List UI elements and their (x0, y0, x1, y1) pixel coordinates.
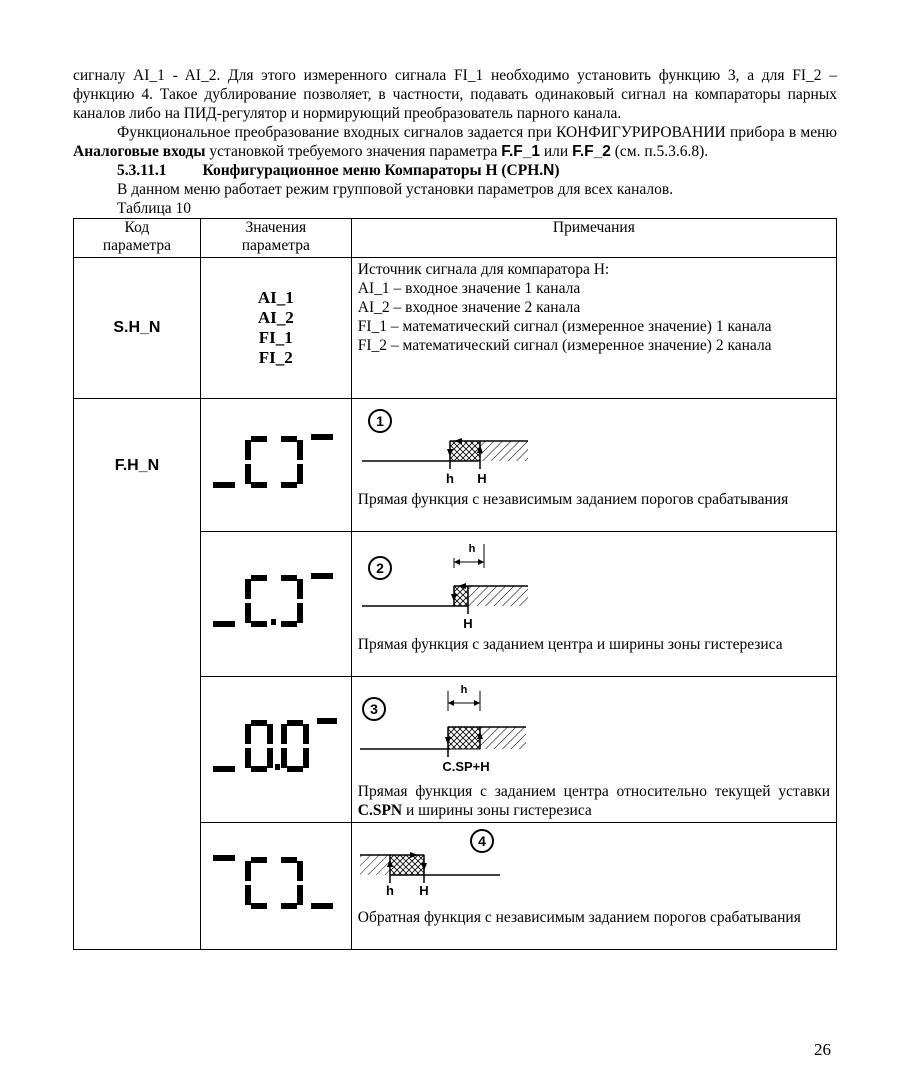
value-fi2: FI_2 (258, 348, 293, 367)
function-number: 3 (369, 701, 378, 717)
label-H: H (463, 616, 473, 630)
header-notes: Примечания (552, 219, 635, 236)
source-notes (351, 258, 836, 399)
note-line: AI_1 – входное значение 1 канала (357, 280, 581, 297)
display-glyph-3 (200, 677, 351, 823)
table-row (74, 399, 837, 532)
function-2-diagram (358, 538, 558, 630)
parameters-table (73, 218, 837, 950)
page-content (73, 66, 837, 950)
function-4-notes (351, 823, 836, 950)
label-h: h (460, 684, 468, 696)
table-row (74, 258, 837, 399)
note-line: FI_1 – математический сигнал (измеренное значение) 1 канала (357, 318, 772, 335)
function-2-notes (351, 532, 836, 677)
intro-paragraph-3: В данном меню работает режим групповой установки параметров для всех каналов. (117, 181, 674, 198)
seven-segment-display-icon (211, 712, 341, 782)
label-H: H (419, 883, 429, 898)
intro-paragraph-2: Функциональное преобразование входных сигналов задается при КОНФИГУРИРОВАНИИ прибора в меню Аналоговые входы установкой требуемого значения параметра F.F_1 или F.F_2 (см. п.5.3.6.8). (73, 124, 837, 160)
label-csp-h: C.SP+H (442, 759, 490, 774)
function-4-description: Обратная функция с независимым заданием порогов срабатывания (357, 909, 801, 926)
display-glyph-4 (200, 823, 351, 950)
header-values-2: параметра (241, 237, 310, 254)
label-h: h (385, 883, 394, 898)
section-heading: 5.3.11.1 Конфигурационное меню Компараторы Н (СРН.N) (117, 162, 560, 179)
note-line: Источник сигнала для компаратора Н: (357, 261, 610, 278)
function-1-notes (351, 399, 836, 532)
display-glyph-1 (200, 399, 351, 532)
table-header-row (74, 219, 837, 258)
page-number: 26 (814, 1040, 831, 1059)
label-h: h (468, 543, 476, 555)
param-code-source: S.H_N (74, 258, 201, 399)
intro-paragraph-1: сигналу AI_1 - AI_2. Для этого измеренного сигнала FI_1 необходимо установить функцию 3, а для FI_2 – функцию 4. Такое дублирование позволяет, в частности, подавать одинаковый сигнал на компараторы парных каналов либо на ПИД-регулятор и нормирующий преобразователь парного канала. (73, 67, 837, 122)
function-number: 1 (375, 413, 384, 429)
param-values-source (200, 258, 351, 399)
note-line: FI_2 – математический сигнал (измеренное значение) 2 канала (357, 337, 772, 354)
label-h: h (445, 471, 454, 485)
param-code-function: F.H_N (74, 399, 201, 950)
header-code-2: параметра (102, 237, 171, 254)
function-1-description: Прямая функция с независимым заданием порогов срабатывания (357, 491, 789, 508)
function-number: 4 (477, 833, 486, 849)
value-ai2: AI_2 (257, 308, 294, 327)
seven-segment-display-icon (211, 567, 341, 637)
value-ai1: AI_1 (257, 288, 294, 307)
display-glyph-2 (200, 532, 351, 677)
label-H: H (477, 471, 487, 485)
function-3-description: Прямая функция с заданием центра относительно текущей уставки C.SPN и ширины зоны гистерезиса (357, 783, 830, 819)
note-line: AI_2 – входное значение 2 канала (357, 299, 581, 316)
function-3-diagram (358, 681, 558, 777)
function-number: 2 (375, 560, 384, 576)
function-4-diagram (358, 825, 558, 903)
header-values: Значения (245, 219, 307, 236)
seven-segment-display-icon (211, 849, 341, 919)
function-1-diagram (358, 407, 558, 485)
function-3-notes (351, 677, 836, 823)
header-code: Код (124, 219, 150, 236)
seven-segment-display-icon (211, 428, 341, 498)
value-fi1: FI_1 (258, 328, 293, 347)
function-2-description: Прямая функция с заданием центра и ширины зоны гистерезиса (357, 636, 783, 653)
table-caption: Таблица 10 (117, 200, 192, 217)
